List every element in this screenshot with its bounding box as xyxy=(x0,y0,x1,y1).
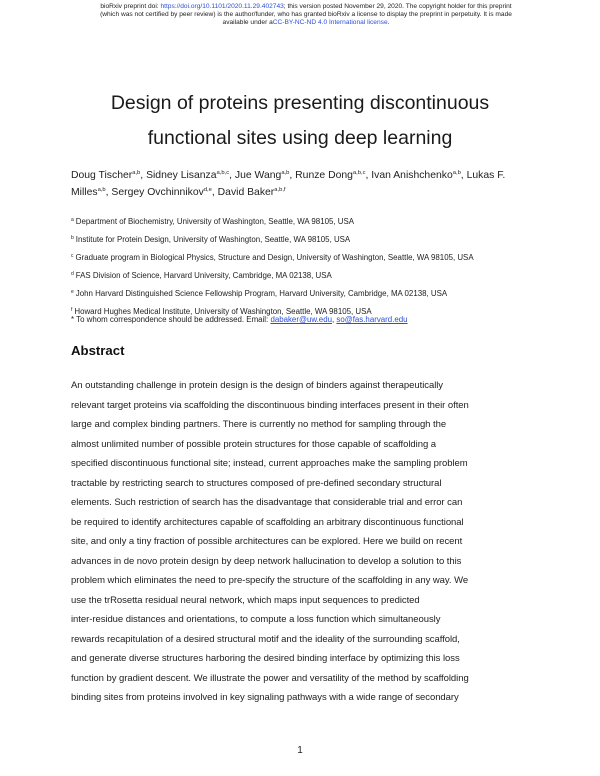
preprint-header xyxy=(70,3,542,27)
abstract-line: relevant target proteins via scaffolding the discontinuous binding interfaces present in their often xyxy=(71,399,469,411)
abstract-line: be required to identify architectures capable of scaffolding an arbitrary discontinuous functional xyxy=(71,516,464,528)
email-link-2[interactable]: so@fas.harvard.edu xyxy=(336,315,408,324)
abstract-heading: Abstract xyxy=(71,343,125,358)
author: Lukas F. xyxy=(466,170,506,181)
affiliation-item: $^a$ Department of Biochemistry, University of Washington, Seattle, WA 98105, USA xyxy=(71,217,354,226)
paper-title-line2: functional sites using deep learning xyxy=(147,127,453,149)
preprint-header-line2: (which was not certified by peer review) is the author/funder, who has granted bioRxiv a license to display the preprint in perpetuity. It is made xyxy=(100,11,512,18)
author: Ivan Anishchenko$^{a,b}$, xyxy=(371,170,467,181)
affiliation-item: $^c$ Graduate program in Biological Physics, Structure and Design, University of Washington, Seattle, WA 98105, USA xyxy=(71,253,474,262)
abstract-line: inter-residue distances and orientations, to compute a loss function which simultaneously xyxy=(71,614,441,625)
affiliation-item: $^d$ FAS Division of Science, Harvard University, Cambridge, MA 02138, USA xyxy=(71,271,332,280)
abstract-line: tractable by restricting search to structures composed of pre-defined secondary structural xyxy=(71,477,442,489)
author: Sidney Lisanza$^{a,b,c}$, xyxy=(146,170,235,181)
abstract-line: almost unlimited number of possible protein structures for those capable of scaffolding a xyxy=(71,438,437,450)
author-list-line2 xyxy=(71,182,531,201)
preprint-header-line1: bioRxiv preprint doi: https://doi.org/10.1101/2020.11.29.402743; this version posted November 29, 2020. The copyright holder for this preprint xyxy=(100,3,512,10)
abstract-line: specified discontinuous functional site; instead, current approaches make the sampling problem xyxy=(71,458,468,469)
author: David Baker$^{a,b,f}$ xyxy=(217,187,286,198)
affiliation-list xyxy=(71,212,551,320)
author: Runze Dong$^{a,b,c}$, xyxy=(295,170,372,181)
abstract-line: problem which eliminates the need to pre-specify the structure of the scaffolding in any way. We xyxy=(71,575,469,586)
abstract-line: large and complex binding partners. There is currently no method for sampling through the xyxy=(71,419,447,430)
abstract-line: rewards recapitulation of a desired structural motif and the ideality of the surrounding scaffold, xyxy=(71,633,460,645)
abstract-line: An outstanding challenge in protein design is the design of binders against therapeutically xyxy=(71,380,444,391)
author: Doug Tischer$^{a,b}$, xyxy=(71,170,147,181)
affiliation-item: $^f$ Howard Hughes Medical Institute, University of Washington, Seattle, WA 98105, USA xyxy=(71,307,372,316)
abstract-line: advances in de novo protein design by deep network hallucination to develop a solution to this xyxy=(71,555,462,567)
affiliation-item: $^b$ Institute for Protein Design, University of Washington, Seattle, WA 98105, USA xyxy=(71,235,351,244)
abstract-line: use the trRosetta residual neural network, which maps input sequences to predicted xyxy=(71,594,420,606)
preprint-header-line3: available under aCC-BY-NC-ND 4.0 International license. xyxy=(222,19,390,26)
email-link-1[interactable]: dabaker@uw.edu xyxy=(270,315,332,324)
abstract-line: site, and only a tiny fraction of possible architectures can be explored. Here we build on recent xyxy=(71,536,463,547)
paper-title-line1: Design of proteins presenting discontinuous xyxy=(110,92,490,114)
doi-link[interactable]: https://doi.org/10.1101/2020.11.29.402743 xyxy=(160,3,284,10)
affiliation-item: $^e$ John Harvard Distinguished Science Fellowship Program, Harvard University, Cambridge, MA 02138, USA xyxy=(71,289,448,298)
abstract-line: function by gradient descent. We illustrate the power and versatility of the method by scaffolding xyxy=(71,672,469,684)
license-link[interactable]: CC-BY-NC-ND 4.0 International license xyxy=(272,19,388,26)
abstract-line: binding sites from proteins involved in key signaling pathways with a wide range of secondary xyxy=(71,692,459,703)
correspondence-note: * To whom correspondence should be addressed. Email: dabaker@uw.edu, so@fas.harvard.edu xyxy=(71,315,408,324)
author: Sergey Ovchinnikov$^{d,e}$, xyxy=(111,187,218,198)
abstract-line: elements. Such restriction of search has the disadvantage that considerable trial and error can xyxy=(71,497,463,508)
author: Milles$^{a,b}$, xyxy=(71,187,112,198)
author: Jue Wang$^{a,b}$, xyxy=(234,170,296,181)
abstract-line: and generate diverse structures harboring the desired binding interface by optimizing this loss xyxy=(71,653,460,664)
abstract-body xyxy=(71,376,541,708)
page-number: 1 xyxy=(297,745,303,756)
